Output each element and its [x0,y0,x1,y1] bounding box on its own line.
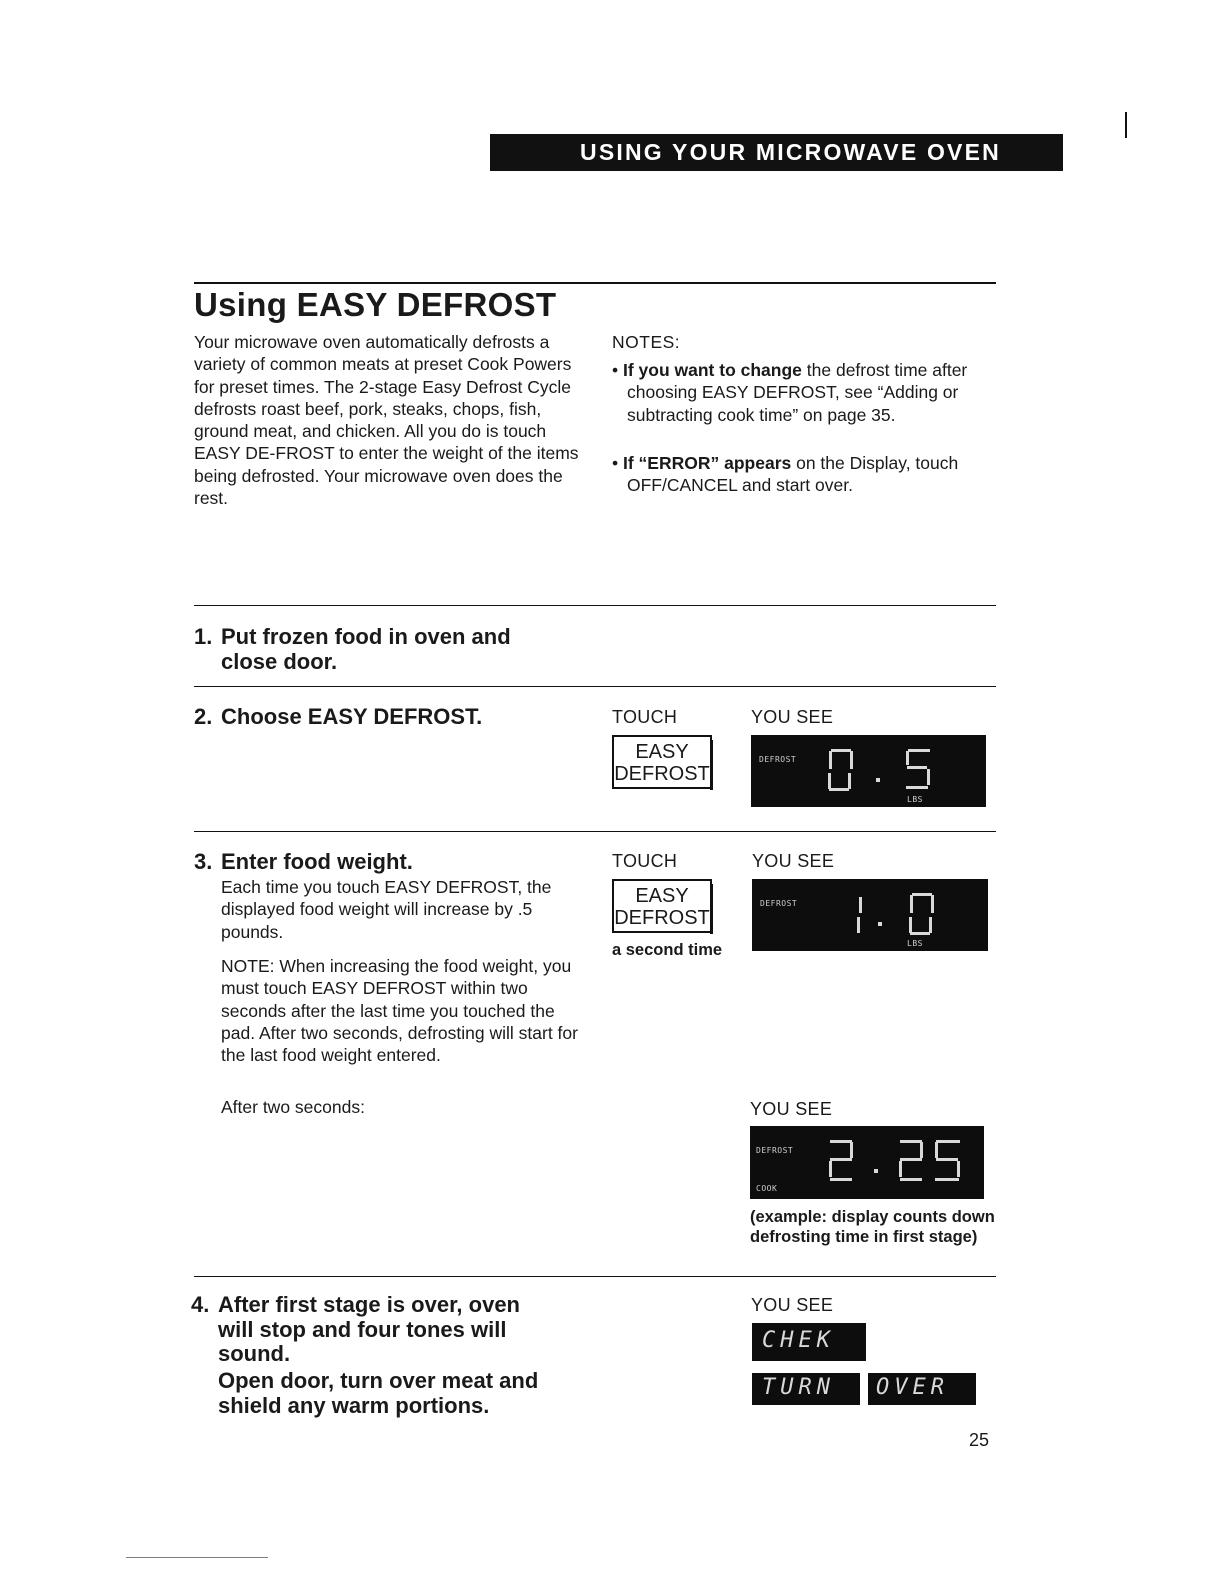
intro-paragraph: Your microwave oven automatically defrosts a variety of common meats at preset Cook Powers for preset times. The 2-stage Easy Defrost Cycle defrosts roast beef, pork, steaks, chops, fish, ground meat, and chicken. All you do is touch EASY DE-FROST to enter the weight of the items being defrosted. Your microwave oven does the rest. [194,332,579,509]
you-see-label: YOU SEE [751,707,834,727]
display-cook-tag: COOK [756,1184,778,1193]
you-see-label: YOU SEE [752,851,835,871]
display-over-text: OVER [876,1375,949,1400]
display-defrost-tag: DEFROST [760,899,798,908]
display-lbs-tag: LBS [907,939,923,948]
note-item: • If you want to change the defrost time after choosing EASY DEFROST, see “Adding or subtracting cook time” on page 35. [612,360,968,425]
display-lbs-tag: LBS [907,795,923,804]
title-rule [194,282,996,284]
you-see-label: YOU SEE [750,1099,833,1119]
step-1-title: 1. Put frozen food in oven and close door. [194,624,511,674]
step-3-title: 3. Enter food weight. [194,849,413,874]
display-0-5-lbs [751,735,986,807]
display-2-25-cook [750,1126,984,1199]
second-time-caption: a second time [612,941,723,959]
touch-label: TOUCH [612,851,678,871]
you-see-label: YOU SEE [751,1295,834,1315]
step-4-title: 4. After first stage is over, oven will stop and four tones will sound. [191,1292,520,1366]
easy-defrost-pad[interactable]: EASY DEFROST [612,735,712,789]
notes-heading: NOTES: [612,332,681,352]
section-banner: USING YOUR MICROWAVE OVEN [490,134,1063,171]
display-over [868,1373,976,1405]
display-turn [752,1373,860,1405]
touch-label: TOUCH [612,707,678,727]
step-3-description: Each time you touch EASY DEFROST, the displayed food weight will increase by .5 pounds. [221,877,552,942]
display-defrost-tag: DEFROST [759,755,797,764]
divider [194,831,996,832]
after-two-seconds: After two seconds: [221,1097,365,1117]
display-defrost-tag: DEFROST [756,1146,794,1155]
page-edge-mark [1125,112,1127,138]
page-number: 25 [969,1430,990,1450]
example-caption: (example: display counts down defrosting time in first stage) [750,1208,995,1246]
page-title: Using EASY DEFROST [194,286,557,323]
step-2-title: 2. Choose EASY DEFROST. [194,704,483,729]
display-1-0-lbs [752,879,988,951]
display-chek [752,1323,866,1361]
divider [194,1276,996,1277]
step-4-instruction: Open door, turn over meat and shield any warm portions. [218,1368,539,1418]
divider [194,605,996,606]
scan-edge-line [126,1557,268,1558]
step-3-note: NOTE: When increasing the food weight, you must touch EASY DEFROST within two seconds after the last time you touched the pad. After two seconds, defrosting will start for the last food weight entered. [221,956,578,1066]
note-item: • If “ERROR” appears on the Display, touch OFF/CANCEL and start over. [612,453,959,496]
easy-defrost-pad[interactable]: EASY DEFROST [612,879,712,933]
divider [194,686,996,687]
display-turn-text: TURN [762,1375,835,1400]
display-chek-text: CHEK [762,1328,835,1353]
